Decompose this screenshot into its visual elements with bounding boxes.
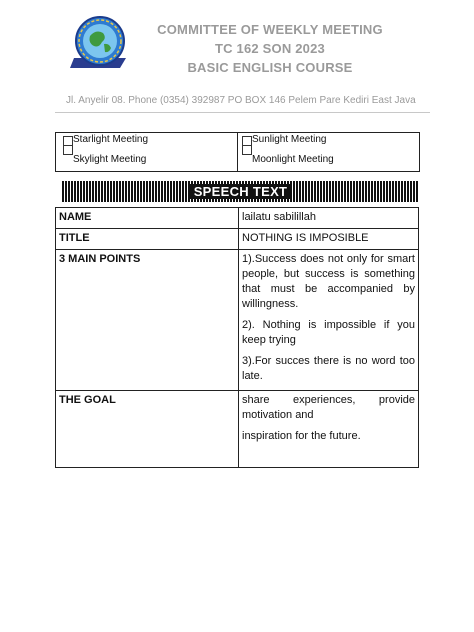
- main-point-3: 3).For succes there is no word too late.: [242, 355, 415, 382]
- committee-code: TC 162 SON 2023: [215, 41, 325, 56]
- main-points-value: [239, 250, 419, 391]
- course-logo: [70, 14, 130, 74]
- meeting-column-right: [237, 133, 419, 171]
- main-points-label: 3 MAIN POINTS: [56, 250, 239, 391]
- table-row: [56, 229, 419, 250]
- goal-label: THE GOAL: [56, 391, 239, 468]
- speech-text-heading: SPEECH TEXT: [190, 184, 292, 199]
- main-point-1: 1).Success does not only for smart people, but success is something that must be accompanied by willingness.: [242, 253, 415, 310]
- course-name: BASIC ENGLISH COURSE: [187, 60, 353, 75]
- title-label: TITLE: [56, 229, 239, 250]
- goal-line-2: inspiration for the future.: [242, 430, 361, 442]
- table-row: [56, 208, 419, 229]
- committee-title: COMMITTEE OF WEEKLY MEETING: [157, 22, 383, 37]
- address-divider: [55, 112, 430, 113]
- meeting-selector: [55, 132, 420, 172]
- title-value: NOTHING IS IMPOSIBLE: [239, 229, 419, 250]
- skylight-checkbox[interactable]: [63, 145, 73, 155]
- table-row: [56, 391, 419, 468]
- starlight-label: Starlight Meeting: [73, 134, 149, 145]
- letterhead: [140, 20, 400, 77]
- goal-line-1: share experiences, provide motivation and: [242, 394, 415, 421]
- speech-table: [55, 207, 419, 468]
- table-row: [56, 250, 419, 391]
- address-line: Jl. Anyelir 08. Phone (0354) 392987 PO BOX 146 Pelem Pare Kediri East Java: [66, 95, 416, 106]
- name-value: lailatu sabilillah: [239, 208, 419, 229]
- skylight-label: Skylight Meeting: [73, 154, 147, 165]
- moonlight-label: Moonlight Meeting: [252, 154, 334, 165]
- speech-text-banner: [62, 181, 419, 202]
- name-label: NAME: [56, 208, 239, 229]
- meeting-column-left: [56, 133, 237, 171]
- moonlight-checkbox[interactable]: [242, 145, 252, 155]
- goal-value: [239, 391, 419, 468]
- main-point-2: 2). Nothing is impossible if you keep trying: [242, 319, 415, 346]
- sunlight-label: Sunlight Meeting: [252, 134, 327, 145]
